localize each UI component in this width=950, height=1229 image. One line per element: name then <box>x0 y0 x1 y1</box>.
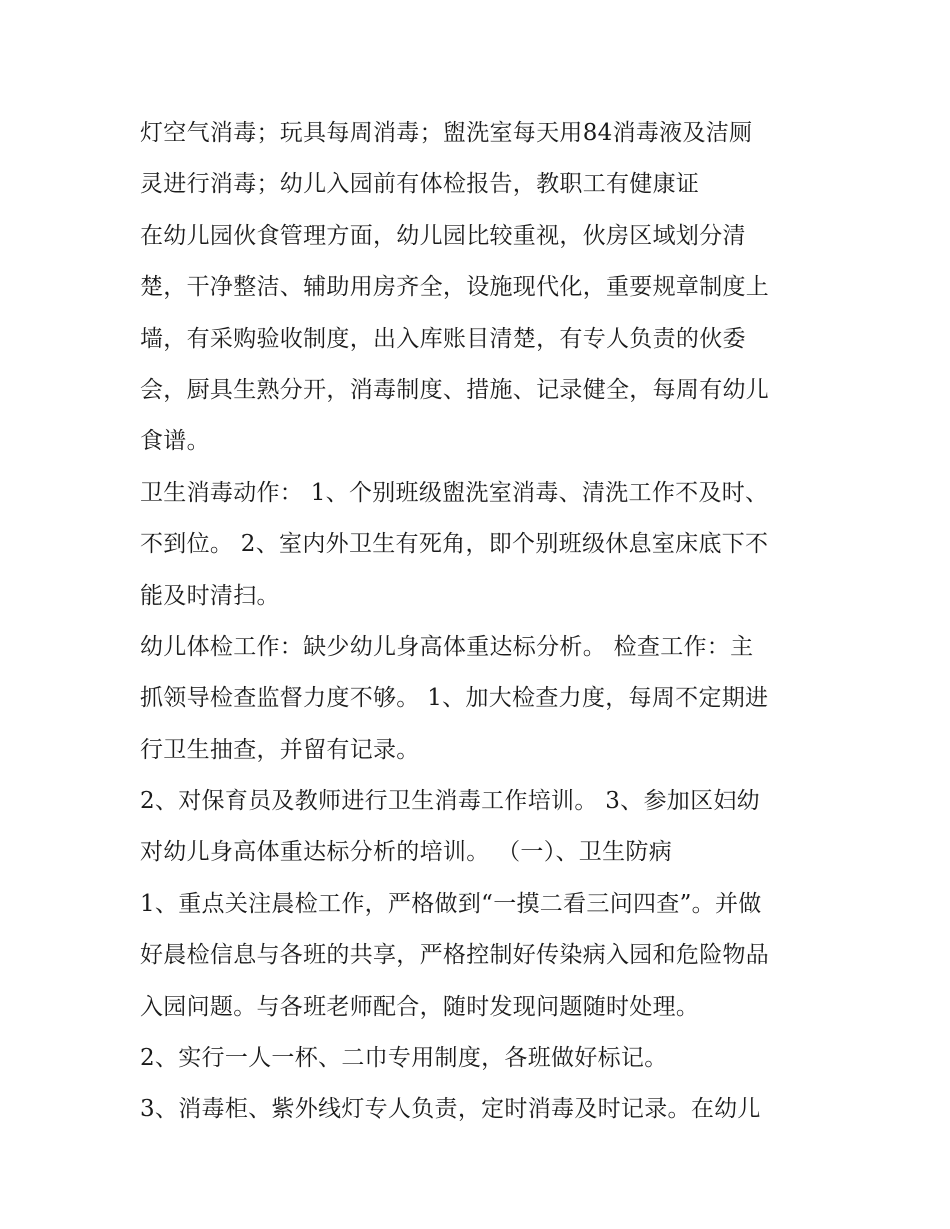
text-line: 对幼儿身高体重达标分析的培训。 （一）、卫生防病 <box>140 839 673 866</box>
text-line: 在幼儿园伙食管理方面，幼儿园比较重视，伙房区域划分清 <box>140 222 746 249</box>
text-line: 灯空气消毒；玩具每周消毒；盥洗室每天用84消毒液及洁厕 <box>140 120 753 146</box>
text-line: 会，厨具生熟分开，消毒制度、措施、记录健全，每周有幼儿 <box>140 376 770 403</box>
document-body <box>140 108 820 1136</box>
text-line: 卫生消毒动作： 1、个别班级盥洗室消毒、清洗工作不及时、 <box>140 479 769 506</box>
text-line: 2、实行一人一杯、二巾专用制度，各班做好标记。 <box>140 1045 668 1072</box>
text-line: 食谱。 <box>140 428 210 455</box>
text-line: 幼儿体检工作：缺少幼儿身高体重达标分析。 检查工作：主 <box>140 633 754 660</box>
text-line: 楚，干净整洁、辅助用房齐全，设施现代化，重要规章制度上 <box>140 274 770 301</box>
text-line: 行卫生抽查，并留有记录。 <box>140 736 420 763</box>
text-line: 灵进行消毒；幼儿入园前有体检报告，教职工有健康证 <box>140 171 700 198</box>
text-line: 1、重点关注晨检工作，严格做到“一摸二看三问四查”。并做 <box>140 890 762 917</box>
text-line: 2、对保育员及教师进行卫生消毒工作培训。 3、参加区妇幼 <box>140 788 760 815</box>
text-line: 抓领导检查监督力度不够。 1、加大检查力度，每周不定期进 <box>140 685 769 712</box>
text-line: 不到位。 2、室内外卫生有死角，即个别班级休息室床底下不 <box>140 531 769 558</box>
text-line: 3、消毒柜、紫外线灯专人负责，定时消毒及时记录。在幼儿 <box>140 1096 761 1123</box>
text-line: 入园问题。与各班老师配合，随时发现问题随时处理。 <box>140 993 700 1020</box>
text-line: 墙，有采购验收制度，出入库账目清楚，有专人负责的伙委 <box>140 325 746 352</box>
text-line: 能及时清扫。 <box>140 582 280 609</box>
text-line: 好晨检信息与各班的共享，严格控制好传染病入园和危险物品 <box>140 942 770 969</box>
